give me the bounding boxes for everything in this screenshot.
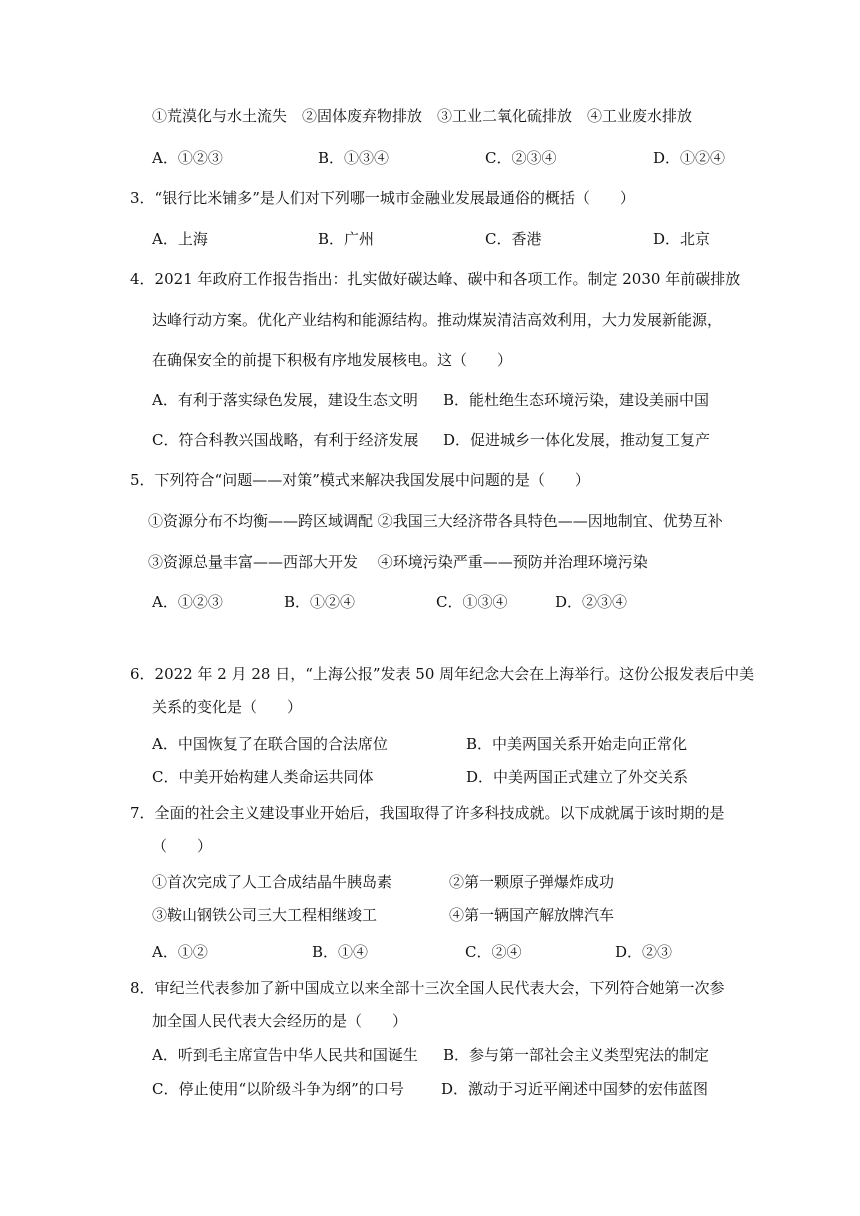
q3-option-a: A．上海: [152, 230, 208, 248]
q8-option-b: B．参与第一部社会主义类型宪法的制定: [443, 1046, 710, 1064]
q5-option-d: D．②③④: [555, 593, 628, 611]
q7-option-a: A．①②: [152, 943, 208, 961]
q8-option-a: A．听到毛主席宣告中华人民共和国诞生: [152, 1046, 418, 1064]
q6-option-b: B．中美两国关系开始走向正常化: [466, 735, 688, 753]
q6-stem-line: 6．2022 年 2 月 28 日，“上海公报”发表 50 周年纪念大会在上海举行。这份公报发表后中美: [130, 665, 755, 683]
q5-statements-line: ①资源分布不均衡——跨区域调配 ②我国三大经济带各具特色——因地制宜、优势互补: [148, 512, 723, 530]
q7-statement-1: ①首次完成了人工合成结晶牛胰岛素: [152, 873, 393, 891]
q4-stem-line: 4．2021 年政府工作报告指出：扎实做好碳达峰、碳中和各项工作。制定 2030 年前碳排放: [130, 270, 741, 288]
q3-stem: 3．“银行比米铺多”是人们对下列哪一城市金融业发展最通俗的概括（ ）: [130, 189, 635, 207]
q6-stem-line: 关系的变化是（ ）: [152, 698, 303, 716]
q2-statements: ①荒漠化与水土流失 ②固体废弃物排放 ③工业二氧化硫排放 ④工业废水排放: [152, 107, 693, 125]
q7-stem-line: 7．全面的社会主义建设事业开始后，我国取得了许多科技成就。以下成就属于该时期的是: [130, 804, 725, 822]
q3-option-b: B．广州: [318, 230, 375, 248]
q2-option-b: B．①③④: [318, 149, 390, 167]
q7-option-b: B．①④: [312, 943, 369, 961]
q4-option-d: D．促进城乡一体化发展，推动复工复产: [443, 431, 711, 449]
q4-stem-line: 在确保安全的前提下积极有序地发展核电。这（ ）: [152, 351, 513, 369]
q6-option-d: D．中美两国正式建立了外交关系: [466, 768, 689, 786]
q7-statement-3: ③鞍山钢铁公司三大工程相继竣工: [152, 906, 378, 924]
q6-option-a: A．中国恢复了在联合国的合法席位: [152, 735, 388, 753]
q4-option-a: A．有利于落实绿色发展，建设生态文明: [152, 391, 418, 409]
q4-option-c: C．符合科教兴国战略，有利于经济发展: [152, 431, 419, 449]
q3-option-c: C．香港: [485, 230, 542, 248]
q2-option-c: C．②③④: [485, 149, 557, 167]
q7-statement-4: ④第一辆国产解放牌汽车: [449, 906, 615, 924]
q2-option-d: D．①②④: [653, 149, 726, 167]
q2-option-a: A．①②③: [152, 149, 223, 167]
q5-option-a: A．①②③: [152, 593, 223, 611]
q7-option-d: D．②③: [615, 943, 673, 961]
q4-stem-line: 达峰行动方案。优化产业结构和能源结构。推动煤炭清洁高效利用，大力发展新能源，: [152, 311, 723, 329]
q5-option-c: C．①③④: [436, 593, 508, 611]
q6-option-c: C．中美开始构建人类命运共同体: [152, 768, 374, 786]
q8-option-c: C．停止使用“以阶级斗争为纲”的口号: [152, 1080, 404, 1098]
q5-statements-line: ③资源总量丰富——西部大开发 ④环境污染严重——预防并治理环境污染: [148, 553, 648, 571]
q8-option-d: D．激动于习近平阐述中国梦的宏伟蓝图: [441, 1080, 709, 1098]
q4-option-b: B．能杜绝生态环境污染，建设美丽中国: [443, 391, 710, 409]
q8-stem-line: 加全国人民代表大会经历的是（ ）: [152, 1012, 408, 1030]
q7-stem-line: （ ）: [152, 837, 213, 855]
q7-option-c: C．②④: [465, 943, 522, 961]
q8-stem-line: 8．审纪兰代表参加了新中国成立以来全部十三次全国人民代表大会，下列符合她第一次参: [130, 979, 725, 997]
q7-statement-2: ②第一颗原子弹爆炸成功: [449, 873, 615, 891]
q5-stem: 5．下列符合“问题——对策”模式来解决我国发展中问题的是（ ）: [130, 471, 590, 489]
q5-option-b: B．①②④: [284, 593, 356, 611]
q3-option-d: D．北京: [653, 230, 711, 248]
